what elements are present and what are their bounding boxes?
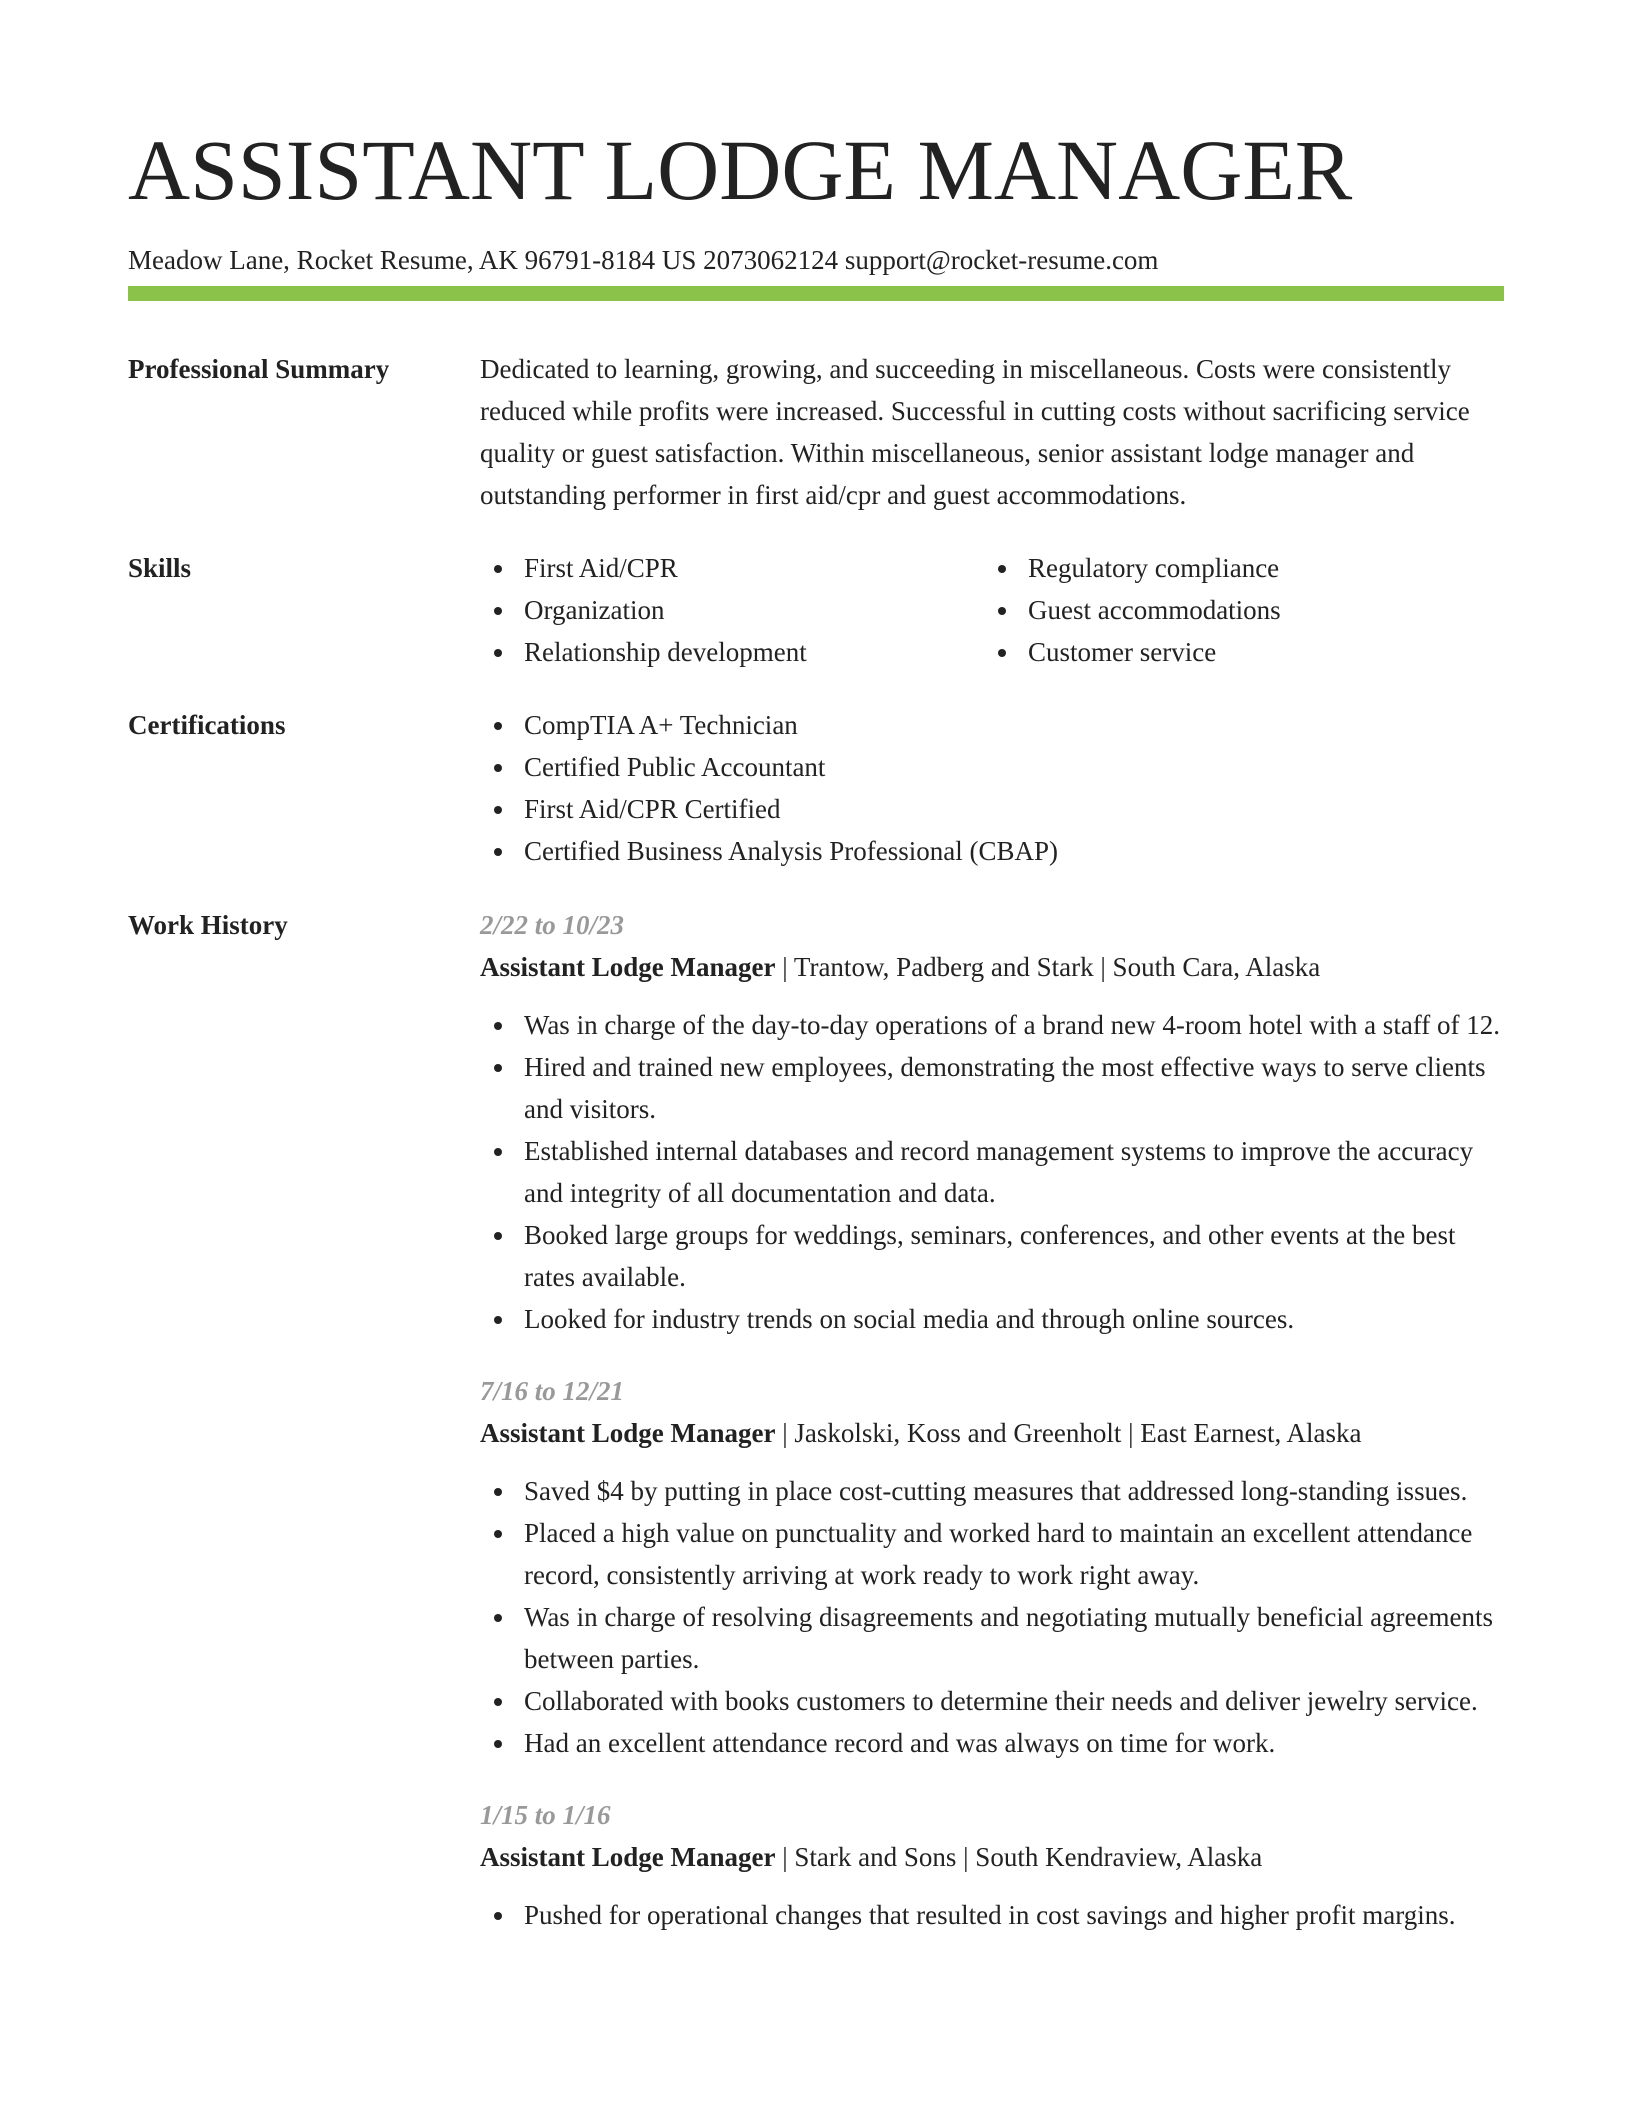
work-history-body [480, 904, 1504, 1966]
skills-column-2 [984, 547, 1488, 673]
certifications-heading: Certifications [128, 710, 286, 740]
job-dates: 1/15 to 1/16 [480, 1800, 611, 1830]
certifications-list [480, 704, 1504, 872]
skill-item: Organization [480, 589, 984, 631]
job-bullet: Had an excellent attendance record and was always on time for work. [480, 1722, 1504, 1764]
job-employer-location: | Trantow, Padberg and Stark | South Cara, Alaska [775, 952, 1321, 982]
resume-header [128, 118, 1504, 278]
job-dates: 2/22 to 10/23 [480, 910, 625, 940]
job-entry [480, 1794, 1504, 1936]
job-title: Assistant Lodge Manager [480, 1842, 776, 1872]
job-bullet: Was in charge of the day-to-day operations of a brand new 4-room hotel with a staff of 12. [480, 1004, 1504, 1046]
job-dates: 7/16 to 12/21 [480, 1376, 625, 1406]
job-bullets [480, 1470, 1504, 1764]
job-heading-line [480, 946, 1504, 988]
skill-item: First Aid/CPR [480, 547, 984, 589]
job-entry [480, 904, 1504, 1340]
job-heading-line [480, 1412, 1504, 1454]
job-entry [480, 1370, 1504, 1764]
summary-body [480, 348, 1504, 516]
job-bullet: Placed a high value on punctuality and worked hard to maintain an excellent attendance record, consistently arriving at work ready to work right away. [480, 1512, 1504, 1596]
job-bullet: Hired and trained new employees, demonstrating the most effective ways to serve clients and visitors. [480, 1046, 1504, 1130]
job-bullet: Looked for industry trends on social media and through online sources. [480, 1298, 1504, 1340]
job-bullets [480, 1894, 1504, 1936]
work-history-heading: Work History [128, 910, 288, 940]
job-employer-location: | Jaskolski, Koss and Greenholt | East Earnest, Alaska [775, 1418, 1362, 1448]
job-title: Assistant Lodge Manager [480, 952, 776, 982]
job-bullet: Collaborated with books customers to determine their needs and deliver jewelry service. [480, 1680, 1504, 1722]
skill-item: Customer service [984, 631, 1488, 673]
job-bullet: Booked large groups for weddings, seminars, conferences, and other events at the best rates available. [480, 1214, 1504, 1298]
job-bullet: Established internal databases and record management systems to improve the accuracy and integrity of all documentation and data. [480, 1130, 1504, 1214]
skills-body [480, 547, 1504, 673]
job-title: Assistant Lodge Manager [480, 1418, 776, 1448]
job-bullet: Saved $4 by putting in place cost-cutting measures that addressed long-standing issues. [480, 1470, 1504, 1512]
skill-item: Regulatory compliance [984, 547, 1488, 589]
skill-item: Guest accommodations [984, 589, 1488, 631]
job-bullets [480, 1004, 1504, 1340]
certification-item: Certified Business Analysis Professional (CBAP) [480, 830, 1504, 872]
certifications-body [480, 704, 1504, 872]
candidate-name: ASSISTANT LODGE MANAGER [128, 122, 1353, 218]
certification-item: CompTIA A+ Technician [480, 704, 1504, 746]
skill-item: Relationship development [480, 631, 984, 673]
certification-item: Certified Public Accountant [480, 746, 1504, 788]
job-bullet: Pushed for operational changes that resulted in cost savings and higher profit margins. [480, 1894, 1504, 1936]
certification-item: First Aid/CPR Certified [480, 788, 1504, 830]
job-employer-location: | Stark and Sons | South Kendraview, Alaska [775, 1842, 1263, 1872]
job-heading-line [480, 1836, 1504, 1878]
summary-heading: Professional Summary [128, 354, 390, 384]
summary-text: Dedicated to learning, growing, and succeeding in miscellaneous. Costs were consistently reduced while profits were increased. Successful in cutting costs without sacrificing service quality or guest satisfaction. Within miscellaneous, senior assistant lodge manager and outstanding performer in first aid/cpr and guest accommodations. [480, 354, 1470, 510]
contact-line: Meadow Lane, Rocket Resume, AK 96791-8184 US 2073062124 support@rocket-resume.com [128, 245, 1159, 275]
skills-grid [480, 547, 1504, 673]
skills-heading: Skills [128, 553, 192, 583]
accent-divider [128, 286, 1504, 301]
skills-column-1 [480, 547, 984, 673]
job-bullet: Was in charge of resolving disagreements and negotiating mutually beneficial agreements between parties. [480, 1596, 1504, 1680]
